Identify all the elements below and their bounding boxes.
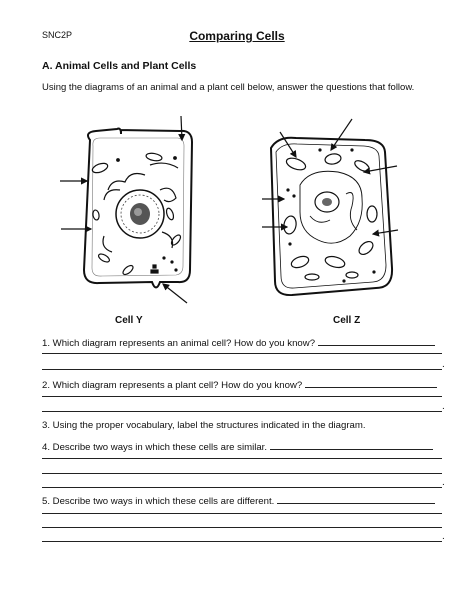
animal-cell-diagram [60,116,192,303]
question-2 [42,378,437,391]
line-end-mark: . [442,359,445,370]
answer-line[interactable] [42,369,442,370]
line-end-mark: . [442,401,445,412]
question-1 [42,336,435,349]
line-end-mark: . [442,531,445,542]
question-3: 3. Using the proper vocabulary, label the structures indicated in the diagram. [42,420,366,431]
answer-line[interactable] [277,494,435,504]
answer-line[interactable] [270,440,433,450]
answer-line[interactable] [42,458,442,459]
answer-line[interactable] [42,487,442,488]
animal-cell-caption: Cell Y [115,315,143,326]
question-4 [42,440,433,453]
answer-line[interactable] [42,527,442,528]
plant-cell-diagram [262,119,398,295]
answer-line[interactable] [42,513,442,514]
answer-line[interactable] [318,336,435,346]
question-5 [42,494,435,507]
question-text: 4. Describe two ways in which these cells are similar. [42,442,268,453]
answer-line[interactable] [42,411,442,412]
page-title: Comparing Cells [189,29,285,43]
question-text: 1. Which diagram represents an animal cell? How do you know? [42,338,316,349]
question-text: 5. Describe two ways in which these cells are different. [42,496,275,507]
answer-line[interactable] [305,378,437,388]
answer-line[interactable] [42,473,442,474]
section-heading: A. Animal Cells and Plant Cells [42,60,197,72]
answer-line[interactable] [42,353,442,354]
answer-line[interactable] [42,396,442,397]
question-text: 2. Which diagram represents a plant cell? How do you know? [42,380,303,391]
course-code: SNC2P [42,30,73,40]
plant-cell-caption: Cell Z [333,315,361,326]
line-end-mark: . [442,477,445,488]
answer-line[interactable] [42,541,442,542]
instructions: Using the diagrams of an animal and a plant cell below, answer the questions that follow. [42,82,415,93]
